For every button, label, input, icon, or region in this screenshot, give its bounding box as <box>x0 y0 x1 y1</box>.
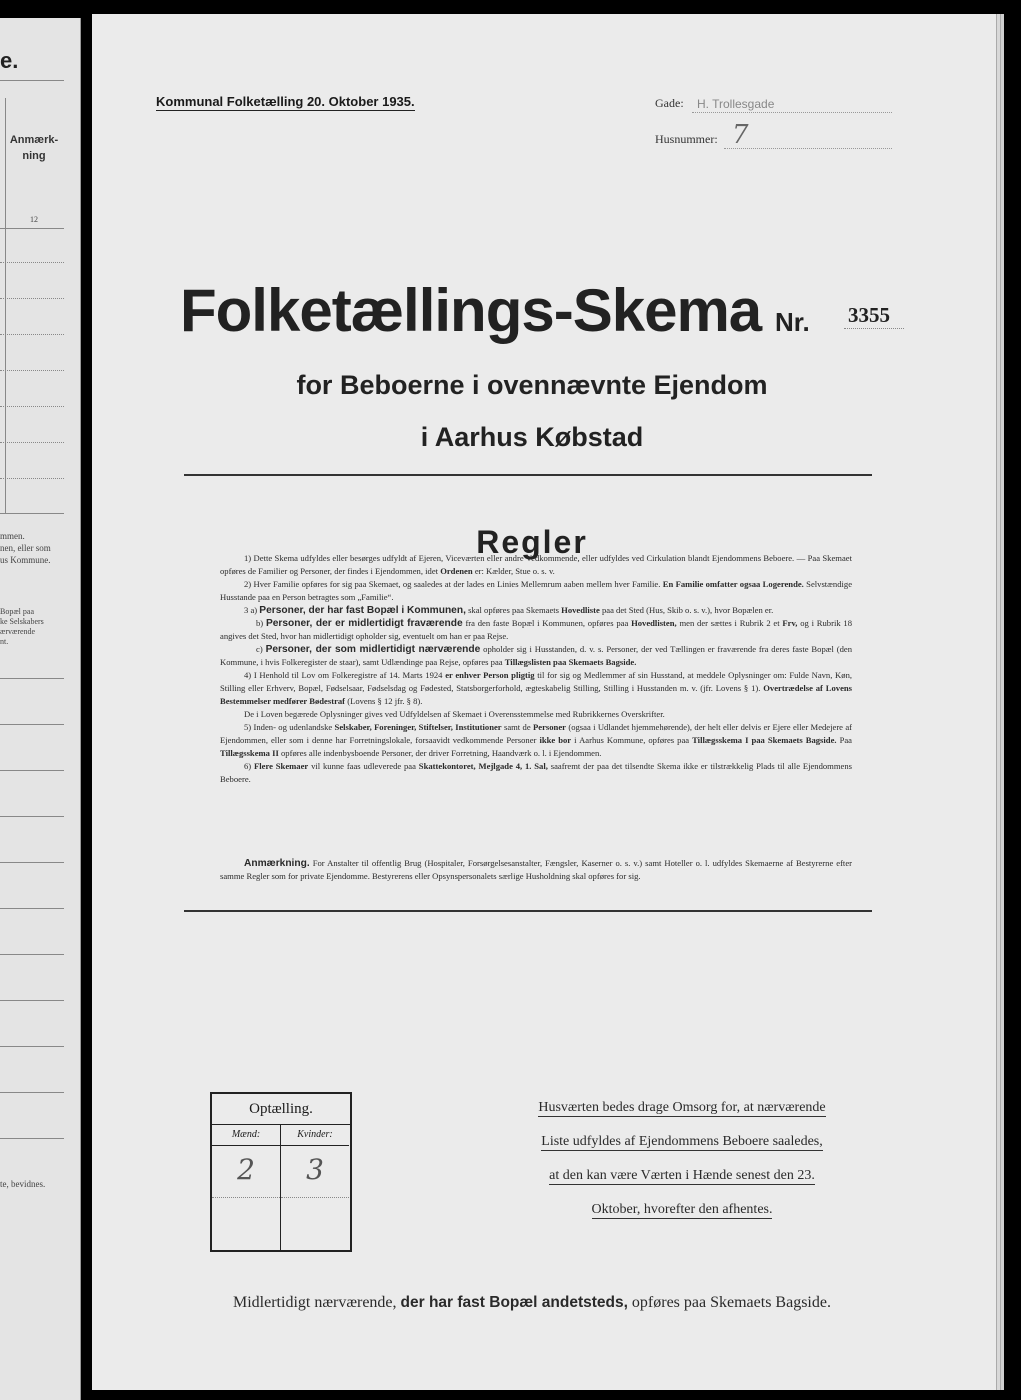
left-page-fragment <box>0 18 81 1400</box>
rule-emphasis: Overtrædelse af Lovens Bestemmelser medfører Bødestraf <box>220 683 853 706</box>
rule-3a <box>220 604 852 617</box>
rule-text: b) <box>256 618 264 628</box>
rule-text: (Lovens § 12 jfr. § 8). <box>347 696 423 706</box>
rule-heading: Personer, der har fast Bopæl i Kommunen, <box>259 605 466 616</box>
form-subtitle-2: i Aarhus Købstad <box>420 422 644 452</box>
rule-text: Selvstændige Husstande paa en Person betragtes som „Familie“. <box>220 579 853 602</box>
street-value: H. Trollesgade <box>697 97 775 111</box>
rule-emphasis: Tillægsskema I paa Skemaets Bagside. <box>692 735 837 745</box>
left-rule <box>0 298 64 299</box>
rule-3c <box>220 643 852 669</box>
men-label: Mænd: <box>212 1125 280 1146</box>
left-fragment-line: ærværende <box>0 627 36 636</box>
rule-4 <box>220 669 852 708</box>
rule-emphasis: ikke bor <box>539 735 572 745</box>
street-label: Gade: <box>655 96 684 110</box>
rule-text: (ogsaa i Udlandet hjemmehørende), der helt eller delvis er Ejere eller Medejere af Ejendommen, eller som i denne har Forretningslokale, forsaavidt vedkommende Personer <box>220 722 853 745</box>
landlord-note-line-2 <box>512 1132 852 1152</box>
footer-text: Midlertidigt nærværende, <box>233 1294 397 1311</box>
landlord-note-text: at den kan være Værten i Hænde senest den 23. <box>549 1168 815 1183</box>
form-title: Folketællings-Skema <box>180 277 762 344</box>
left-rule <box>0 442 64 443</box>
rule-emphasis: Ordenen <box>440 566 473 576</box>
rule-2 <box>220 578 852 604</box>
rule-6 <box>220 760 852 786</box>
footer-note <box>92 1294 972 1312</box>
remark-body: For Anstalter til offentlig Brug (Hospitaler, Forsørgelsesanstalter, Fængsler, Kaserner o. s. v.) samt Hoteller o. l. udfyldes Skemaerne af Bestyrerne efter samme Regler som for private Ejendomme. Bestyrerens eller Opsynspersonalets særlige Husholdning skal opføres for sig. <box>220 858 852 881</box>
footer-text: opføres paa Skemaets Bagside. <box>631 1294 831 1311</box>
census-heading: Kommunal Folketælling 20. Oktober 1935. <box>156 94 415 109</box>
rule-text: saafremt der paa det tilsendte Skema ikke er tilstrækkelig Plads til alle Ejendommens Beboere. <box>220 761 853 784</box>
left-fragment-line: nt. <box>0 637 9 646</box>
rule-emphasis: En Familie omfatter ogsaa Logerende. <box>662 579 804 589</box>
women-label: Kvinder: <box>281 1125 349 1146</box>
left-rule <box>0 513 64 514</box>
form-number-line <box>844 328 904 329</box>
left-rule <box>0 370 64 371</box>
rule-emphasis: Tillægslisten paa Skemaets Bagside. <box>504 657 637 667</box>
rule-text: c) <box>256 644 263 654</box>
rule-emphasis: er enhver Person pligtig <box>445 670 535 680</box>
divider-top <box>184 474 872 476</box>
form-number-label: Nr. <box>775 307 810 337</box>
rule-text: De i Loven begærede Oplysninger gives ved Udfyldelsen af Skemaet i Overensstemmelse med Rubrikkernes Overskrifter. <box>244 709 665 719</box>
left-rule <box>0 954 64 955</box>
left-rule <box>0 678 64 679</box>
census-form-page <box>92 14 996 1390</box>
count-box-title: Optælling. <box>212 1094 350 1125</box>
women-count-line <box>281 1197 349 1198</box>
left-fragment-line: us Kommune. <box>0 555 51 565</box>
rule-text: vil kunne faas udleverede paa <box>311 761 416 771</box>
rule-emphasis: Frv, <box>782 618 798 628</box>
rule-emphasis: Selskaber, Foreninger, Stiftelser, Institutioner <box>334 722 502 732</box>
rule-text: paa det Sted (Hus, Skib o. s. v.), hvor Bopælen er. <box>601 605 774 615</box>
left-header-letter: e. <box>0 48 19 73</box>
left-rule <box>0 770 64 771</box>
women-count: 3 <box>306 1153 324 1186</box>
rule-heading: Personer, der som midlertidigt nærværende <box>265 644 481 655</box>
rule-text: opføres alle indenbysboende Personer, der driver Forretning, Haandværk o. l. i Ejendommen. <box>280 748 602 758</box>
house-number-value: 7 <box>732 120 749 150</box>
left-rule <box>0 1000 64 1001</box>
rule-text: til for sig og Medlemmer af sin Husstand, at meddele Oplysninger om: Fulde Navn, Køn, Stilling eller Erhverv, Bopæl, Fødselsaar, Fødselsdag og Fødested, Statsborgerforhold, ægteskabelig Stilling, Stilling i Husstanden m. v. (jfr. Lovens § 1). <box>220 670 853 693</box>
left-column-header: Anmærk- ning <box>9 134 59 162</box>
count-box <box>210 1092 352 1252</box>
rule-text: skal opføres paa Skemaets <box>468 605 559 615</box>
landlord-note-text: Husværten bedes drage Omsorg for, at nærværende <box>538 1100 826 1115</box>
rule-text: 5) Inden- og udenlandske <box>244 722 333 732</box>
left-rule <box>0 1046 64 1047</box>
rule-emphasis: Flere Skemaer <box>254 761 309 771</box>
landlord-note-line-3 <box>512 1166 852 1186</box>
rule-text: samt de <box>503 722 531 732</box>
landlord-note-text: Oktober, hvorefter den afhentes. <box>591 1202 773 1217</box>
rule-text: 6) <box>244 761 252 771</box>
rule-text: 3 a) <box>244 605 258 615</box>
left-rule <box>0 478 64 479</box>
landlord-note-text: Liste udfyldes af Ejendommens Beboere saaledes, <box>541 1134 823 1149</box>
rule-3b <box>220 617 852 643</box>
left-rule <box>0 1092 64 1093</box>
rule-emphasis: Hovedliste <box>561 605 600 615</box>
house-number-field-line <box>724 148 892 149</box>
rule-text: men der sættes i Rubrik 2 et <box>679 618 780 628</box>
men-count: 2 <box>237 1153 255 1186</box>
left-rule <box>0 816 64 817</box>
left-rule <box>0 724 64 725</box>
rule-text: 1) Dette Skema udfyldes eller besørges udfyldt af Ejeren, Viceværten eller andre Vedkommende, eller udfyldes ved Cirkulation blandt Ejendommens Beboere. — Paa Skemaet opføres de Familier og Personer, der findes i Ejendommen, idet <box>220 553 852 576</box>
house-number-label: Husnummer: <box>655 132 718 146</box>
form-number-value: 3355 <box>848 303 890 327</box>
left-rule <box>0 862 64 863</box>
left-rule <box>0 80 64 81</box>
rule-emphasis: Hovedlisten, <box>631 618 677 628</box>
remark-text <box>220 857 852 883</box>
left-fragment-line: Bopæl paa <box>0 607 34 616</box>
men-count-line <box>212 1197 280 1198</box>
rule-text: 4) I Henhold til Lov om Folkeregistre af 14. Marts 1924 <box>244 670 443 680</box>
left-column-number: 12 <box>30 215 38 224</box>
men-column <box>212 1125 281 1250</box>
left-rule <box>0 908 64 909</box>
rules-heading: Regler <box>476 524 588 560</box>
left-rule <box>0 334 64 335</box>
left-fragment-line: ke Selskabers <box>0 617 44 626</box>
left-rule <box>0 262 64 263</box>
rule-text: 2) Hver Familie opføres for sig paa Skemaet, og saaledes at der lades en Linies Mellemrum aaben mellem hver Familie. <box>244 579 661 589</box>
form-subtitle-1: for Beboerne i ovennævnte Ejendom <box>296 370 768 400</box>
rule-text: er: Kælder, Stue o. s. v. <box>474 566 555 576</box>
left-rule <box>0 1138 64 1139</box>
rule-emphasis: Tillægsskema II <box>220 748 279 758</box>
remark-paragraph <box>220 857 852 883</box>
landlord-note-line-1 <box>512 1098 852 1118</box>
left-rule <box>0 228 64 229</box>
rule-emphasis: Personer <box>533 722 566 732</box>
rule-1 <box>220 552 852 578</box>
street-field-line <box>692 112 892 113</box>
page-edge <box>1000 14 1004 1390</box>
left-fragment-line: te, bevidnes. <box>0 1179 46 1189</box>
landlord-note-line-4 <box>512 1200 852 1220</box>
rule-heading: Personer, der er midlertidigt fraværende <box>265 618 463 629</box>
rule-text: i Aarhus Kommune, opføres paa <box>574 735 690 745</box>
rule-text: fra den faste Bopæl i Kommunen, opføres paa <box>465 618 629 628</box>
rule-text: og i Rubrik 18 angives det Sted, hvor han midlertidigt opholder sig, eventuelt om han er paa Rejse. <box>220 618 852 641</box>
rule-emphasis: Skattekontoret, Mejlgade 4, 1. Sal, <box>418 761 548 771</box>
divider-bottom <box>184 910 872 912</box>
remark-label: Anmærkning. <box>244 858 310 869</box>
women-column <box>281 1125 349 1250</box>
rules-text <box>220 552 852 786</box>
rule-text: Paa <box>839 735 852 745</box>
left-fragment-line: mmen. <box>0 531 25 541</box>
rule-4-continued <box>220 708 852 721</box>
left-rule <box>0 406 64 407</box>
left-fragment-line: nen, eller som <box>0 543 51 553</box>
rule-5 <box>220 721 852 760</box>
footer-emphasis: der har fast Bopæl andetsteds, <box>400 1294 628 1311</box>
rule-text: opholder sig i Husstanden, d. v. s. Personer, der ved Tællingen er fraværende fra deres faste Bopæl (den Kommune, i hvis Folkeregister de staar), samt Udlændinge paa Rejse, opføres paa <box>220 644 853 667</box>
